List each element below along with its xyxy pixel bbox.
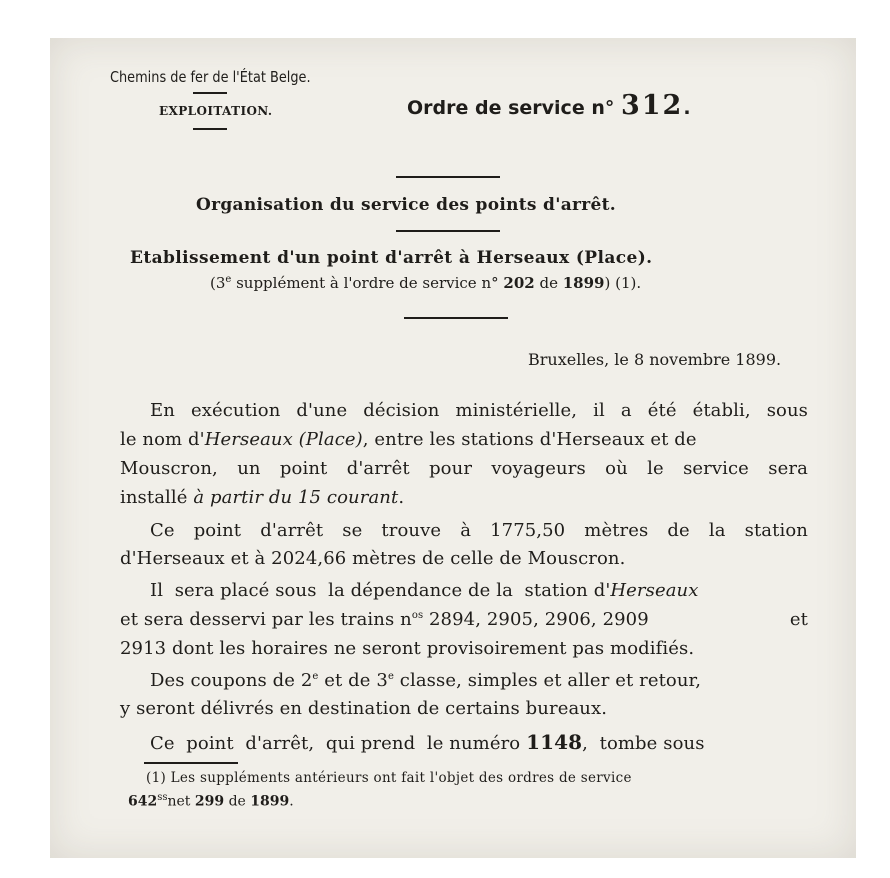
footnote-line-2 [128,792,294,810]
supplement-order-number: 202 [503,274,535,292]
department-label: EXPLOITATION. [159,104,273,118]
supplement-text-a: (3 [210,274,226,292]
title-rule-1 [396,176,500,178]
word: sera [768,458,808,479]
p2-line-2: d'Herseaux et à 2024,66 mètres de celle de Mouscron. [120,548,626,569]
word: le [647,458,664,479]
word: il [593,400,605,421]
order-prefix: Ordre de service n° [407,97,615,119]
subject-title: Etablissement d'un point d'arrêt à Herseaux (Place). [130,248,653,268]
text: Il sera placé sous la dépendance de la station d' [150,580,611,601]
stop-number: 1148 [526,730,583,754]
section-title: Organisation du service des points d'arrêt. [196,195,617,215]
p5-line-1 [150,730,705,754]
word: d'arrêt [346,458,410,479]
order-number: 312 [620,90,684,121]
header-rule-2 [193,128,227,130]
word: sous [766,400,808,421]
word: trouve [381,520,442,541]
word: de [667,520,690,541]
supplement-text-b: supplément à l'ordre de service n° [231,274,504,292]
text: classe, simples et aller et retour, [393,670,702,691]
footnote-order-299: 299 [194,793,225,810]
word: se [342,520,363,541]
p1-line-3 [120,458,808,479]
text: , entre les stations d'Herseaux et de [362,429,697,450]
p1-line-4 [120,487,404,508]
word: où [605,458,628,479]
word: 1775,50 [490,520,566,541]
text: Des coupons de 2 [150,670,313,691]
word: Ce [150,520,175,541]
railway-name: Chemins de fer de l'État Belge. [110,68,311,86]
text: . [289,793,294,810]
dateline: Bruxelles, le 8 novembre 1899. [528,350,782,369]
text: . [398,487,405,508]
footnote-year: 1899 [250,793,290,810]
word: été [647,400,677,421]
text: et [789,609,808,630]
word: point [279,458,328,479]
word: Mouscron, [120,458,218,479]
p3-line-3: 2913 dont les horaires ne seront provisoirement pas modifiés. [120,638,695,659]
supplement-note [210,274,641,292]
p1-line-1 [150,400,808,421]
footnote-order-642: 642 [128,793,158,810]
p1-line-2 [120,429,697,450]
supplement-text-d: ) (1). [604,274,642,292]
word: mètres [584,520,649,541]
word: En [150,400,175,421]
p3-line-2 [120,609,808,630]
word: pour [429,458,473,479]
word: à [460,520,472,541]
sup: os [411,610,424,621]
supplement-year: 1899 [562,274,605,292]
order-heading [407,90,691,121]
start-date-phrase: à partir du 15 courant [193,487,399,508]
text: net [167,793,195,810]
word: établi, [692,400,751,421]
text: le nom d' [120,429,205,450]
train-numbers: 2894, 2905, 2906, 2909 [423,609,649,630]
document-page [50,38,856,858]
sup: e [387,671,394,682]
word: station [744,520,808,541]
sup: ss [157,792,168,803]
title-rule-2 [396,230,500,232]
sup: e [312,671,319,682]
p4-line-1 [150,670,701,691]
word: d'une [296,400,348,421]
word: point [193,520,242,541]
place-name: Herseaux (Place) [204,429,363,450]
p3-line-1 [150,580,699,601]
text: et de 3 [318,670,388,691]
supplement-text-c: de [534,274,563,292]
word: exécution [190,400,281,421]
station-name: Herseaux [610,580,699,601]
text: , tombe sous [582,733,705,754]
text: et sera desservi par les trains n [120,609,412,630]
text: Ce point d'arrêt, qui prend le numéro [150,733,527,754]
word: un [237,458,261,479]
title-rule-3 [404,317,508,319]
word: voyageurs [491,458,586,479]
text: installé [120,487,194,508]
word: la [708,520,726,541]
header-rule-1 [193,92,227,94]
word: ministérielle, [455,400,578,421]
word: décision [363,400,440,421]
footnote-line-1: (1) Les suppléments antérieurs ont fait l'objet des ordres de service [146,770,632,786]
p4-line-2: y seront délivrés en destination de certains bureaux. [120,698,608,719]
p2-line-1 [150,520,808,541]
text: de [224,793,251,810]
word: service [683,458,749,479]
supplement-sup: e [225,274,232,285]
order-dot: . [683,97,691,119]
word: a [620,400,632,421]
word: d'arrêt [260,520,324,541]
footnote-rule [144,762,238,764]
